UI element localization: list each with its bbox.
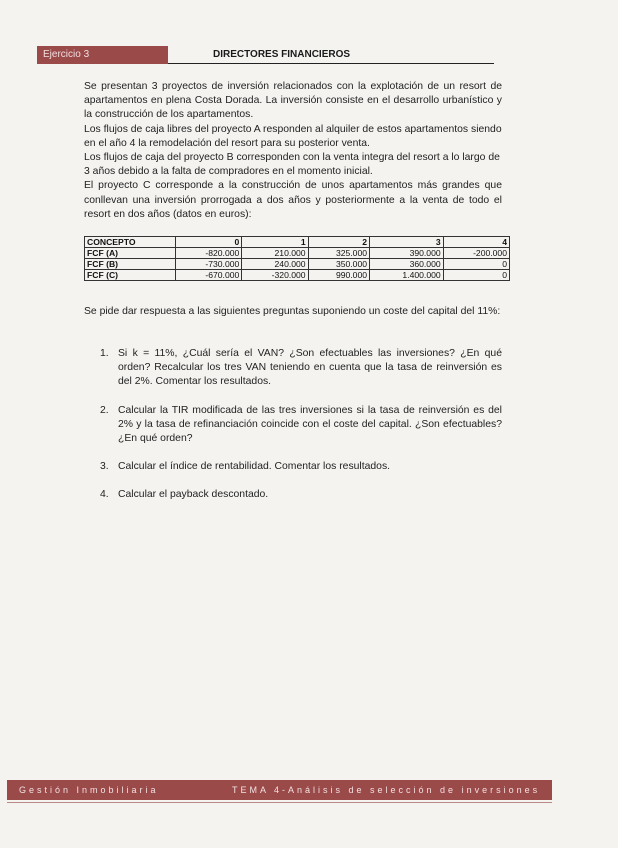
footer-topic: TEMA 4-Análisis de selección de inversiones	[232, 785, 541, 795]
intro-paragraph-4: El proyecto C corresponde a la construcción de unos apartamentos más grandes que conllevan una inversión prorrogada a dos años y posteriormente a la venta de todo el resort en dos años (datos en euros):	[84, 180, 502, 220]
question-text: Calcular el payback descontado.	[118, 489, 269, 501]
exercise-badge: Ejercicio 3	[37, 46, 168, 64]
question-number: 1.	[100, 348, 109, 359]
table-cell: 1.400.000	[370, 270, 444, 281]
page-footer	[7, 780, 552, 800]
table-cell: -670.000	[176, 270, 242, 281]
question-text: Si k = 11%, ¿Cuál sería el VAN? ¿Son efectuables las inversiones? ¿En qué orden? Recalcular los tres VAN teniendo en cuenta que la tasa de reinversión es del 2%. Comentar los resultados.	[118, 348, 502, 388]
table-cell: 0	[443, 270, 509, 281]
question-number: 2.	[100, 404, 109, 416]
question-text: Calcular la TIR modificada de las tres inversiones si la tasa de reinversión es del 2% y la tasa de refinanciación coincide con el coste del capital. ¿Son efectuables? ¿En qué orden?	[118, 404, 502, 445]
intro-text	[84, 80, 502, 222]
list-item	[100, 347, 502, 390]
table-row	[85, 270, 510, 281]
table-header-cell: 1	[242, 237, 308, 248]
table-cell: 210.000	[242, 248, 308, 259]
table-cell: 325.000	[308, 248, 369, 259]
list-item	[100, 488, 502, 502]
task-statement: Se pide dar respuesta a las siguientes preguntas suponiendo un coste del capital del 11%:	[84, 306, 501, 317]
footer-divider	[7, 802, 552, 803]
question-list	[100, 347, 502, 517]
table-header-cell: 2	[308, 237, 369, 248]
question-text: Calcular el índice de rentabilidad. Comentar los resultados.	[118, 461, 391, 473]
table-cell: 360.000	[370, 259, 444, 270]
table-cell: 390.000	[370, 248, 444, 259]
table-cell: 990.000	[308, 270, 369, 281]
cash-flow-table	[84, 236, 510, 281]
intro-paragraph-3: Los flujos de caja del proyecto B corresponden con la venta integra del resort a lo largo de 3 años debido a la falta de compradores en el momento inicial.	[84, 152, 500, 178]
table-header-cell: 3	[370, 237, 444, 248]
section-title: DIRECTORES FINANCIEROS	[213, 49, 351, 60]
table-cell: -730.000	[176, 259, 242, 270]
table-row	[85, 248, 510, 259]
table-cell: -820.000	[176, 248, 242, 259]
header-divider	[168, 63, 494, 64]
list-item	[100, 460, 502, 474]
question-number: 4.	[100, 489, 109, 501]
footer-course-name: Gestión Inmobiliaria	[19, 785, 159, 795]
list-item	[100, 404, 502, 447]
table-cell: 0	[443, 259, 509, 270]
table-cell: 350.000	[308, 259, 369, 270]
table-header-cell: 4	[443, 237, 509, 248]
table-header-row	[85, 237, 510, 248]
question-number: 3.	[100, 461, 109, 473]
table-header-cell: 0	[176, 237, 242, 248]
table-row	[85, 259, 510, 270]
table-cell: FCF (A)	[85, 248, 176, 259]
table-cell: FCF (C)	[85, 270, 176, 281]
table-cell: -200.000	[443, 248, 509, 259]
table-cell: FCF (B)	[85, 259, 176, 270]
intro-paragraph-2: Los flujos de caja libres del proyecto A responden al alquiler de estos apartamentos siendo en el año 4 la remodelación del resort para su posterior venta.	[84, 123, 502, 149]
table-cell: -320.000	[242, 270, 308, 281]
table-header-cell: CONCEPTO	[85, 237, 176, 248]
table-cell: 240.000	[242, 259, 308, 270]
intro-paragraph-1: Se presentan 3 proyectos de inversión relacionados con la explotación de un resort de apartamentos en plena Costa Dorada. La inversión consiste en el desarrollo urbanístico y la construcción de los apartamentos.	[84, 81, 502, 121]
